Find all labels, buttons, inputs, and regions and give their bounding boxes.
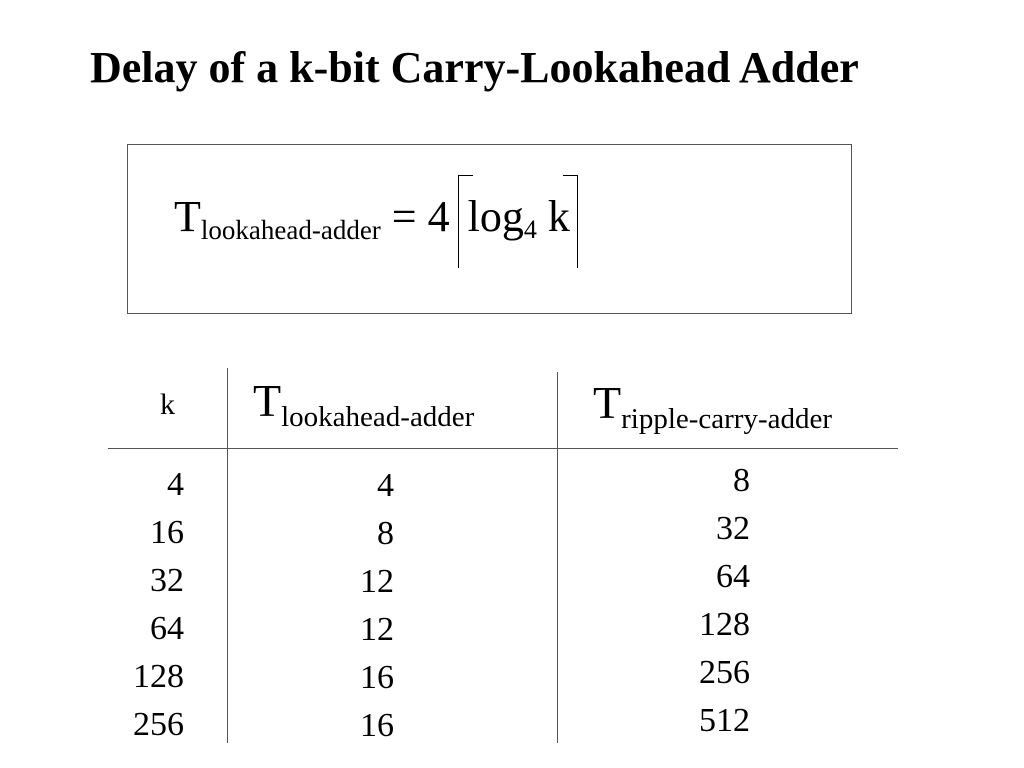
table-cell: 4 bbox=[167, 466, 184, 503]
column-lookahead-values bbox=[310, 462, 394, 750]
table-cell: 256 bbox=[699, 654, 750, 691]
column-header-k: k bbox=[160, 388, 175, 421]
table-cell: 12 bbox=[360, 611, 394, 648]
table-cell: 8 bbox=[377, 515, 394, 552]
table-cell: 32 bbox=[150, 562, 184, 599]
column-header-ripple-symbol: T bbox=[593, 377, 622, 428]
table-cell: 32 bbox=[716, 510, 750, 547]
delay-formula bbox=[174, 191, 578, 256]
ceiling-brackets bbox=[458, 191, 578, 256]
column-k-values bbox=[100, 461, 184, 749]
page-title: Delay of a k-bit Carry-Lookahead Adder bbox=[90, 43, 859, 92]
table-cell: 16 bbox=[360, 659, 394, 696]
column-header-lookahead bbox=[253, 374, 474, 434]
table-cell: 16 bbox=[150, 514, 184, 551]
formula-log-base: 4 bbox=[523, 215, 537, 244]
table-cell: 64 bbox=[150, 610, 184, 647]
column-header-ripple bbox=[593, 376, 832, 436]
column-header-ripple-subscript: ripple-carry-adder bbox=[621, 403, 833, 435]
column-header-lookahead-subscript: lookahead-adder bbox=[281, 401, 475, 433]
table-divider-vertical-2 bbox=[557, 372, 558, 743]
table-cell: 64 bbox=[716, 558, 750, 595]
table-cell: 128 bbox=[133, 658, 184, 695]
formula-lhs-subscript: lookahead-adder bbox=[200, 215, 381, 245]
table-cell: 128 bbox=[699, 606, 750, 643]
formula-argument: k bbox=[547, 192, 570, 241]
table-cell: 12 bbox=[360, 563, 394, 600]
column-header-lookahead-symbol: T bbox=[253, 375, 282, 426]
formula-equals: = bbox=[391, 192, 417, 241]
table-cell: 4 bbox=[377, 467, 394, 504]
formula-lhs-symbol: T bbox=[174, 192, 201, 241]
table-cell: 256 bbox=[133, 706, 184, 743]
formula-box bbox=[127, 144, 852, 314]
table-cell: 16 bbox=[360, 707, 394, 744]
table-divider-vertical-1 bbox=[227, 368, 228, 743]
table-header-divider bbox=[108, 448, 898, 449]
formula-coefficient: 4 bbox=[427, 192, 450, 241]
column-ripple-values bbox=[660, 457, 750, 745]
formula-log: log bbox=[467, 192, 524, 241]
table-cell: 512 bbox=[699, 702, 750, 739]
table-cell: 8 bbox=[733, 462, 750, 499]
